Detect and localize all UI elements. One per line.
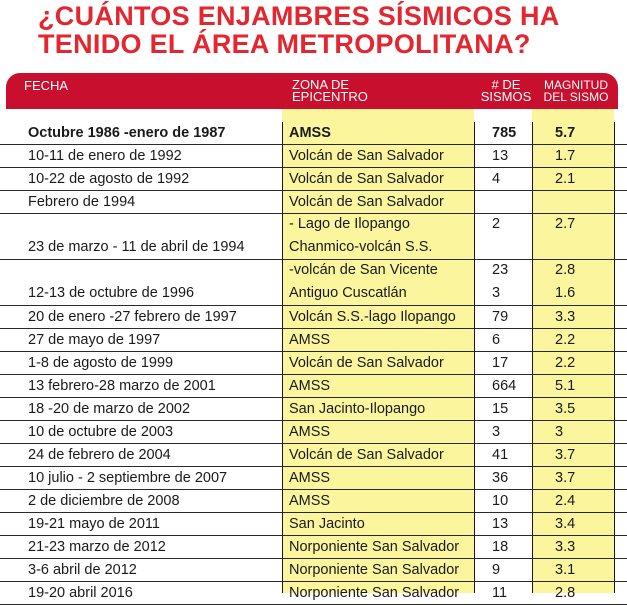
fecha-cell: 20 de enero -27 febrero de 1997 (28, 309, 237, 325)
table-row (0, 168, 627, 191)
table-row (0, 306, 627, 329)
magnitud-cell: 1.7 (555, 148, 576, 164)
sismos-cell: 41 (492, 447, 509, 463)
table-row (0, 467, 627, 490)
magnitud-cell: 3.1 (555, 562, 576, 578)
fecha-cell: 23 de marzo - 11 de abril de 1994 (28, 239, 245, 255)
table-row (0, 352, 627, 375)
sismos-cell: 23 (492, 262, 509, 278)
fecha-cell: 24 de febrero de 2004 (28, 447, 171, 463)
magnitud-cell: 1.6 (555, 285, 576, 301)
page-title: ¿CUÁNTOS ENJAMBRES SÍSMICOS HA TENIDO EL ÁREA METROPOLITANA? (38, 1, 559, 59)
sismos-cell: 664 (492, 378, 517, 394)
sismos-cell: 13 (492, 516, 509, 532)
header-fecha: FECHA (24, 78, 69, 93)
sismos-cell: 15 (492, 401, 509, 417)
fecha-cell: Febrero de 1994 (28, 194, 136, 210)
zona-cell: AMSS (289, 470, 331, 486)
magnitud-cell: 3 (555, 424, 564, 440)
table-row (0, 444, 627, 467)
zona-cell: Volcán de San Salvador (289, 447, 444, 463)
header-magnitud: MAGNITUD DEL SISMO (543, 78, 609, 104)
magnitud-cell: 3.4 (555, 516, 576, 532)
magnitud-cell: 2.4 (555, 493, 576, 509)
fecha-cell: 10 de octubre de 2003 (28, 424, 174, 440)
table-row (0, 122, 627, 145)
sismos-cell: 3 (492, 424, 501, 440)
fecha-cell: 13 febrero-28 marzo de 2001 (28, 378, 216, 394)
sismos-cell: 3 (492, 285, 501, 301)
zona-cell: Volcán de San Salvador (289, 148, 444, 164)
zona-cell: - Lago de Ilopango (289, 216, 410, 232)
magnitud-cell: 3.5 (555, 401, 576, 417)
sismos-cell: 2 (492, 216, 501, 232)
zona-cell: AMSS (289, 424, 331, 440)
magnitud-cell: 2.2 (555, 332, 576, 348)
table-body (0, 122, 627, 605)
fecha-cell: 3-6 abril de 2012 (28, 562, 137, 578)
zona-cell: Norponiente San Salvador (289, 539, 460, 555)
zona-cell: -volcán de San Vicente (289, 262, 438, 278)
sismos-cell: 13 (492, 148, 509, 164)
table-row (0, 582, 627, 605)
magnitud-cell: 3.7 (555, 470, 576, 486)
table-row (0, 191, 627, 214)
fecha-cell: 19-20 abril 2016 (28, 585, 133, 601)
zona-cell: AMSS (289, 493, 331, 509)
table-row (0, 145, 627, 168)
fecha-cell: 21-23 marzo de 2012 (28, 539, 166, 555)
sismos-cell: 11 (492, 585, 508, 601)
zona-cell: Chanmico-volcán S.S. (289, 239, 433, 255)
sismos-cell: 4 (492, 171, 501, 187)
sismos-cell: 36 (492, 470, 509, 486)
table-header (6, 73, 618, 109)
fecha-cell: 2 de diciembre de 2008 (28, 493, 180, 509)
zona-cell: AMSS (289, 332, 331, 348)
zona-cell: Norponiente San Salvador (289, 585, 460, 601)
magnitud-cell: 3.3 (555, 539, 576, 555)
zona-cell: Volcán de San Salvador (289, 194, 444, 210)
zona-cell: Norponiente San Salvador (289, 562, 460, 578)
sismos-cell: 9 (492, 562, 501, 578)
zona-cell: Volcán S.S.-lago Ilopango (289, 309, 456, 325)
magnitud-cell: 2.2 (555, 355, 576, 371)
table-row (0, 559, 627, 582)
magnitud-cell: 2.7 (555, 216, 576, 232)
magnitud-cell: 2.8 (555, 585, 576, 601)
fecha-cell: 18 -20 de marzo de 2002 (28, 401, 191, 417)
header-num-sismos: # DE SISMOS (480, 77, 532, 104)
header-zona: ZONA DE EPICENTRO (292, 77, 368, 104)
fecha-cell: Octubre 1986 -enero de 1987 (28, 125, 226, 141)
fecha-cell: 1-8 de agosto de 1999 (28, 355, 174, 371)
sismos-cell: 18 (492, 539, 509, 555)
zona-cell: Volcán de San Salvador (289, 171, 444, 187)
sismos-cell: 79 (492, 309, 509, 325)
fecha-cell: 19-21 mayo de 2011 (28, 516, 160, 532)
table-row (0, 513, 627, 536)
zona-cell: AMSS (289, 378, 331, 394)
magnitud-cell: 2.1 (555, 171, 576, 187)
zona-cell: AMSS (289, 125, 331, 141)
magnitud-cell: 3.3 (555, 309, 576, 325)
magnitud-cell: 3.7 (555, 447, 576, 463)
zona-cell: San Jacinto-Ilopango (289, 401, 426, 417)
zona-cell: Volcán de San Salvador (289, 355, 444, 371)
table-row (0, 329, 627, 352)
table-row (0, 375, 627, 398)
table-row (0, 214, 627, 260)
sismos-cell: 17 (492, 355, 509, 371)
table-row (0, 421, 627, 444)
fecha-cell: 12-13 de octubre de 1996 (28, 285, 195, 301)
table-row (0, 490, 627, 513)
table-row (0, 536, 627, 559)
sismos-cell: 6 (492, 332, 501, 348)
fecha-cell: 10-11 de enero de 1992 (28, 148, 182, 164)
fecha-cell: 10-22 de agosto de 1992 (28, 171, 190, 187)
zona-cell: Antiguo Cuscatlán (289, 285, 407, 301)
sismos-cell: 10 (492, 493, 509, 509)
table-row (0, 398, 627, 421)
fecha-cell: 10 julio - 2 septiembre de 2007 (28, 470, 228, 486)
sismos-cell: 785 (492, 125, 517, 141)
zona-cell: San Jacinto (289, 516, 365, 532)
magnitud-cell: 5.7 (555, 125, 576, 141)
magnitud-cell: 2.8 (555, 262, 576, 278)
fecha-cell: 27 de mayo de 1997 (28, 332, 161, 348)
table-row (0, 260, 627, 306)
magnitud-cell: 5.1 (555, 378, 576, 394)
